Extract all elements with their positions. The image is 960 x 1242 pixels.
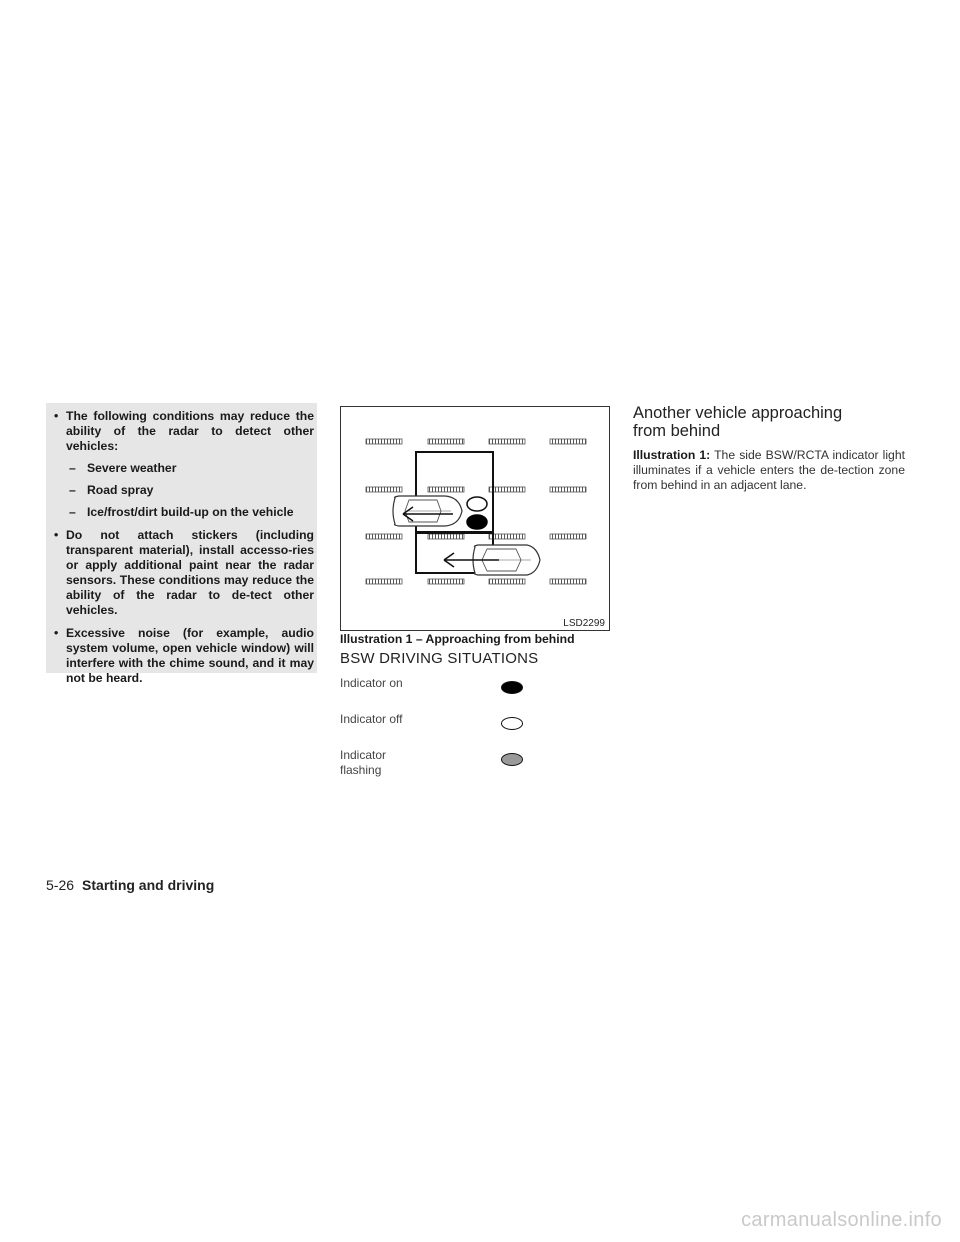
bullet-text: Do not attach stickers (including transparent material), install accesso-ries or apply additional paint near the radar sensors. These conditions may reduce the ability of the radar to de-tect other vehicles.	[66, 528, 314, 617]
dash-glyph: –	[69, 461, 76, 475]
indicator-flashing-icon	[501, 753, 523, 766]
bullet-item	[52, 626, 314, 686]
bullet-item	[52, 528, 314, 618]
sub-item	[52, 483, 314, 498]
own-vehicle	[393, 496, 462, 526]
legend-label: Indicator off	[340, 712, 403, 726]
sub-item-text: Severe weather	[87, 461, 177, 475]
legend-row-off	[340, 712, 540, 748]
sub-item-text: Road spray	[87, 483, 154, 497]
indicator-off-icon	[501, 717, 523, 730]
section-title: BSW DRIVING SITUATIONS	[340, 650, 539, 667]
sub-item-text: Ice/frost/dirt build-up on the vehicle	[87, 505, 294, 519]
legend-row-on	[340, 676, 540, 712]
indicator-legend	[340, 676, 540, 784]
subsection-body	[633, 448, 905, 493]
illustration-ref: Illustration 1:	[633, 448, 711, 462]
page-footer	[46, 877, 214, 893]
legend-row-flashing	[340, 748, 540, 784]
sub-item	[52, 461, 314, 476]
road-diagram	[341, 407, 609, 630]
figure-code: LSD2299	[563, 618, 605, 629]
chapter-title: Starting and driving	[82, 877, 215, 893]
figure-caption: Illustration 1 – Approaching from behind	[340, 632, 575, 646]
illustration-figure	[340, 406, 610, 631]
sub-item	[52, 505, 314, 520]
indicator-off-icon	[467, 497, 487, 511]
heading-line: Another vehicle approaching	[633, 404, 843, 422]
subsection-heading	[633, 404, 842, 440]
dash-glyph: –	[69, 505, 76, 519]
indicator-on-icon	[467, 515, 487, 529]
bullet-item	[52, 409, 314, 520]
indicator-on-icon	[501, 681, 523, 694]
sub-list	[52, 461, 314, 520]
watermark: carmanualsonline.info	[741, 1209, 942, 1231]
caution-box	[46, 403, 317, 685]
legend-label: Indicator on	[340, 676, 403, 690]
bullet-text: Excessive noise (for example, audio system volume, open vehicle window) will interfere with the chime sound, and it may not be heard.	[66, 626, 314, 685]
heading-line: from behind	[633, 422, 721, 440]
page-number: 5-26	[46, 877, 75, 893]
bullet-text: The following conditions may reduce the ability of the radar to detect other vehicles:	[66, 409, 314, 453]
legend-label: Indicator flashing	[340, 748, 387, 777]
dash-glyph: –	[69, 483, 76, 497]
body-text: The side BSW/RCTA indicator light illuminates if a vehicle enters the de-tection zone from behind in an adjacent lane.	[633, 448, 905, 492]
